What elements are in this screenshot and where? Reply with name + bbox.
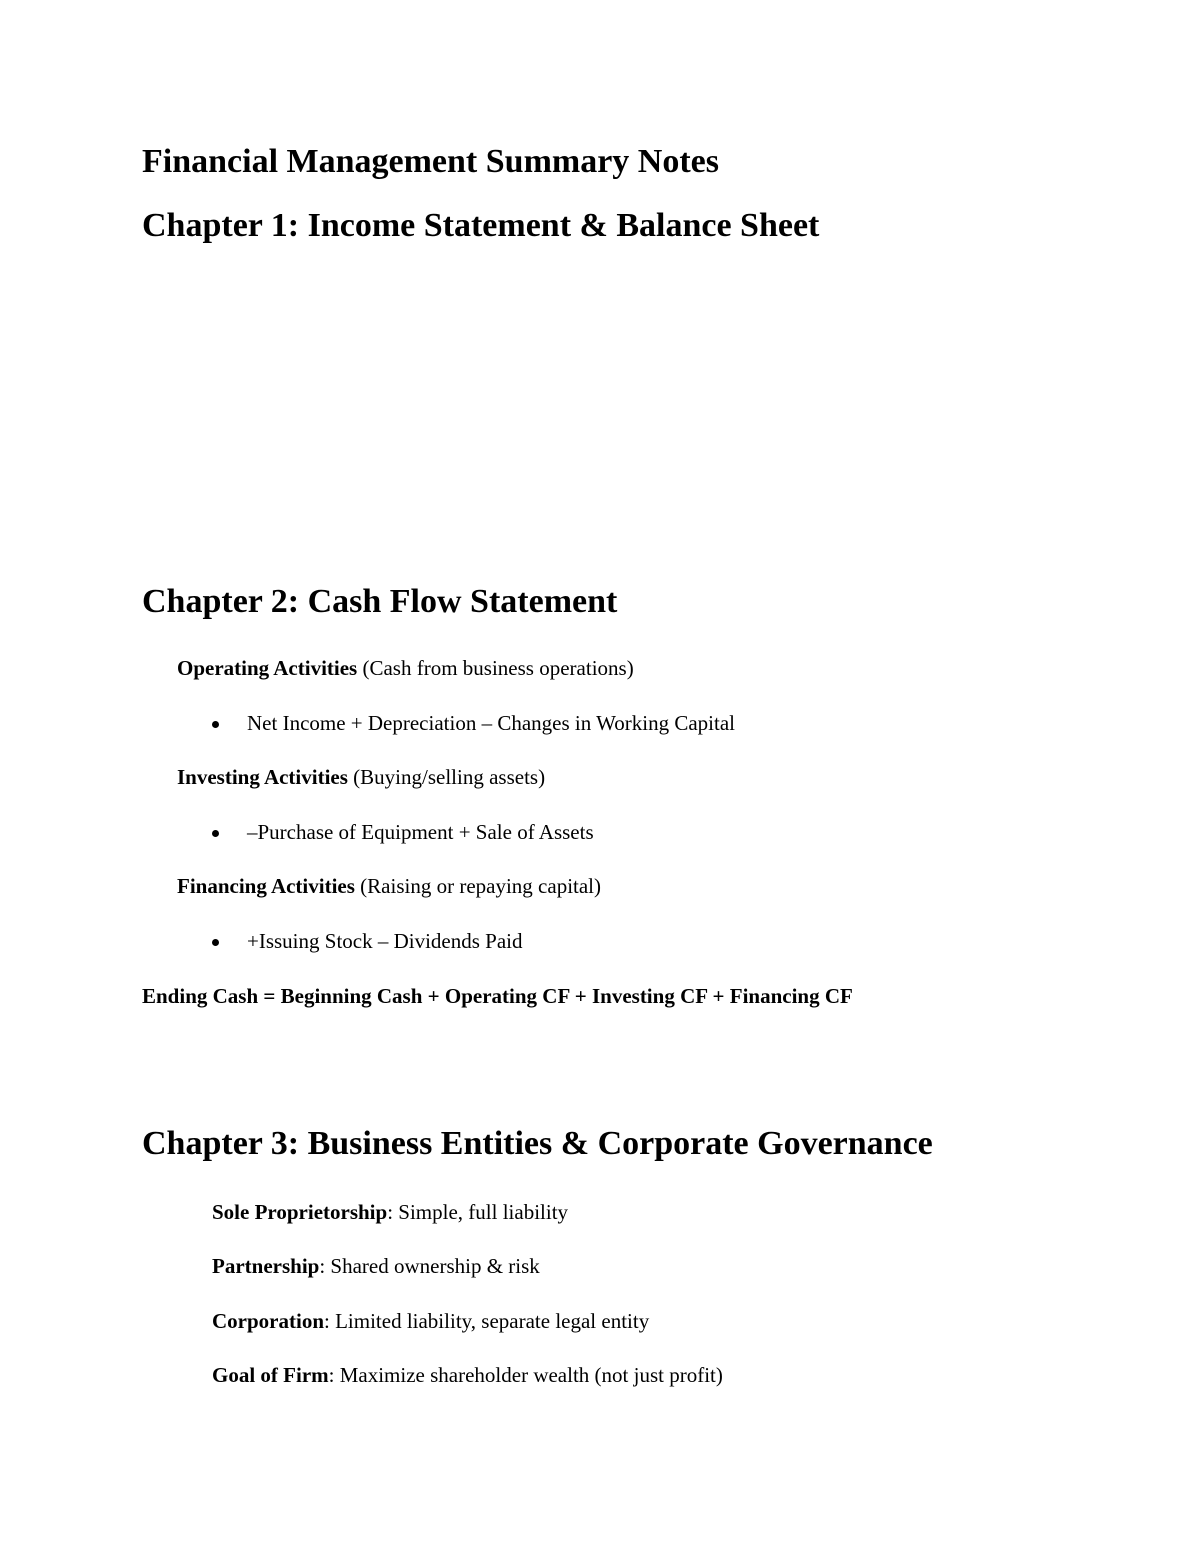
investing-activities-bullet: –Purchase of Equipment + Sale of Assets [247,820,594,844]
entity-term: Partnership [212,1254,320,1278]
financing-activities-label: Financing Activities [177,874,355,898]
entity-term: Corporation [212,1309,324,1333]
entity-desc: : Shared ownership & risk [319,1254,540,1278]
operating-activities-desc: (Cash from business operations) [357,656,634,680]
bullet-icon [212,830,219,837]
entity-term: Sole Proprietorship [212,1200,388,1224]
operating-activities-bullet: Net Income + Depreciation – Changes in Working Capital [247,711,735,735]
ending-cash-formula: Ending Cash = Beginning Cash + Operating CF + Investing CF + Financing CF [142,984,853,1008]
entity-item-partnership [212,1256,540,1277]
entity-term: Goal of Firm [212,1363,329,1387]
entity-desc: : Maximize shareholder wealth (not just profit) [328,1363,723,1387]
document-title: Financial Management Summary Notes [142,143,720,180]
chapter1-heading: Chapter 1: Income Statement & Balance Sheet [142,207,820,244]
financing-activities-line [177,876,601,897]
financing-activities-bullet: +Issuing Stock – Dividends Paid [247,929,523,953]
entity-desc: : Limited liability, separate legal entity [324,1309,650,1333]
entity-item-goal-of-firm [212,1365,723,1386]
chapter2-heading: Chapter 2: Cash Flow Statement [142,583,618,620]
investing-activities-label: Investing Activities [177,765,348,789]
investing-activities-desc: (Buying/selling assets) [347,765,546,789]
entity-item-sole-proprietorship [212,1202,568,1223]
bullet-icon [212,939,219,946]
bullet-icon [212,721,219,728]
operating-activities-label: Operating Activities [177,656,358,680]
investing-activities-line [177,767,545,788]
entity-desc: : Simple, full liability [387,1200,569,1224]
entity-item-corporation [212,1311,649,1332]
chapter3-heading: Chapter 3: Business Entities & Corporate Governance [142,1125,933,1162]
operating-activities-line [177,658,634,679]
financing-activities-desc: (Raising or repaying capital) [354,874,602,898]
